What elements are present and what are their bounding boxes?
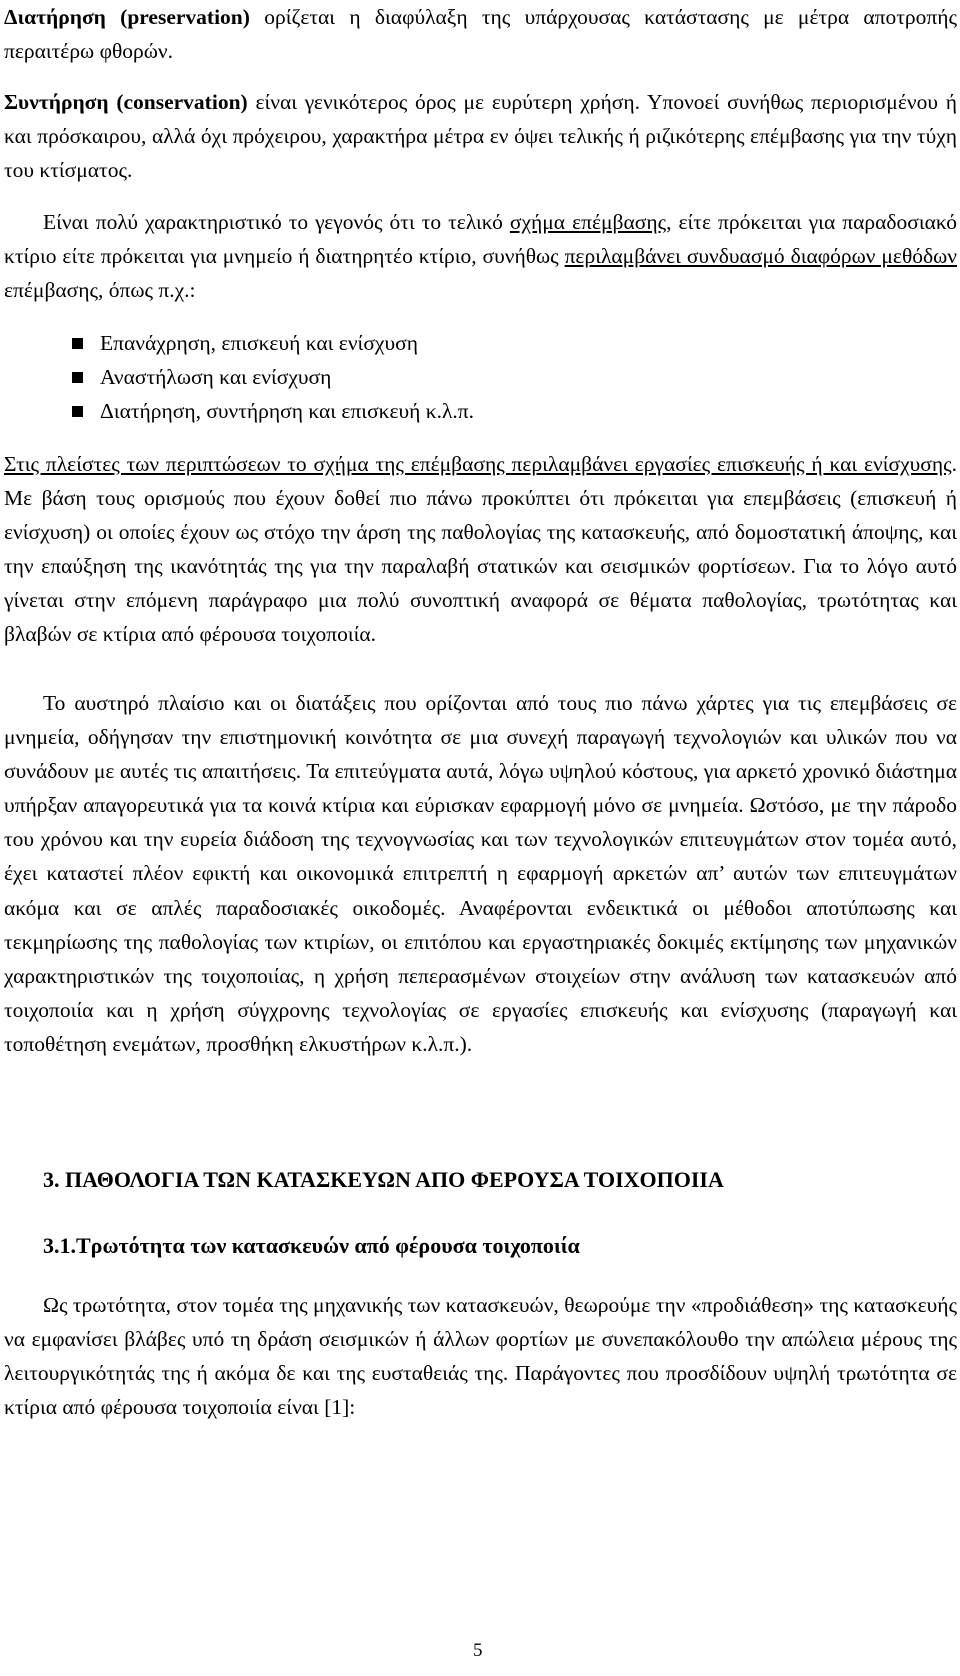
underlined-phrase: σχήμα επέμβασης (509, 210, 667, 234)
page-number: 5 (473, 1640, 483, 1661)
square-bullet-icon (72, 406, 83, 417)
square-bullet-icon (72, 338, 83, 349)
text-segment: επέμβασης, όπως π.χ.: (4, 278, 196, 303)
list-item (72, 326, 474, 360)
term-preservation: Διατήρηση (preservation) (4, 5, 250, 29)
conservation-definition: είναι γενικότερος όρος με ευρύτερη χρήση. Υπονοεί συνήθως περιορισμένου ή και πρόσκαιρου, αλλά όχι πρόχειρου, χαρακτήρα μέτρα εν όψει τελικής ή ριζικότερης επέμβασης για την τύχη του κτίσματος. (4, 90, 957, 183)
list-item-text: Επανάχρηση, επισκευή και ενίσχυση (100, 331, 418, 355)
underlined-phrase: Στις πλείστες των περιπτώσεων το σχήμα της επέμβασης περιλαμβάνει εργασίες επισκευής ή και ενίσχυσης (4, 452, 952, 476)
methods-bullet-list (72, 326, 474, 428)
list-item-text: Διατήρηση, συντήρηση και επισκευή κ.λ.π. (100, 399, 475, 424)
paragraph-preservation (4, 0, 957, 68)
term-conservation: Συντήρηση (conservation) (4, 90, 248, 114)
paragraph-conservation (4, 85, 957, 187)
text-segment: . Με βάση τους ορισμούς που έχουν δοθεί πιο πάνω προκύπτει ότι πρόκειται για επεμβάσεις (επισκευή ή ενίσχυση) οι οποίες έχουν ως στόχο την άρση της παθολογίας της κατασκευής, από δομοστατική άποψης, και την επαύξηση της ικανότητάς της για την παραλαβή στατικών και σεισμικών φορτίσεων. Για το λόγο αυτό γίνεται στην επόμενη παράγραφο μια πολύ συνοπτική αναφορά σε θέματα παθολογίας, τρωτότητας και βλαβών σε κτίρια από φέρουσα τοιχοποιία. (4, 452, 957, 647)
paragraph-technologies: Το αυστηρό πλαίσιο και οι διατάξεις που ορίζονται από τους πιο πάνω χάρτες για τις επεμβάσεις σε μνημεία, οδήγησαν την επιστημονική κοινότητα σε μια συνεχή παραγωγή τεχνολογιών και υλικών που να συνάδουν με αυτές τις απαιτήσεις. Τα επιτεύγματα αυτά, λόγω υψηλού κόστους, για αρκετό χρονικό διάστημα υπήρξαν απαγορευτικά για τα κοινά κτίρια και εύρισκαν εφαρμογή μόνο σε μνημεία. Ωστόσο, με την πάροδο του χρόνου και την ευρεία διάδοση της τεχνογνωσίας και των τεχνολογικών επιτευγμάτων στον τομέα αυτό, έχει καταστεί πλέον εφικτή και οικονομικά επιτρεπτή η εφαρμογή αρκετών απ’ αυτών των επιτευγμάτων ακόμα και σε απλές παραδοσιακές οικοδομές. Αναφέρονται ενδεικτικά οι μέθοδοι αποτύπωσης και τεκμηρίωσης της παθολογίας των κτιρίων, οι επιτόπου και εργαστηριακές δοκιμές εκτίμησης των μηχανικών χαρακτηριστικών της τοιχοποιίας, η χρήση πεπερασμένων στοιχείων στην ανάλυση των κατασκευών από τοιχοποιία και η χρήση σύγχρονης τεχνολογίας σε εργασίες επισκευής και ενίσχυσης (παραγωγή και τοποθέτηση ενεμάτων, προσθήκη ελκυστήρων κ.λ.π.). (4, 691, 957, 1056)
list-item (72, 360, 474, 394)
list-item-text: Αναστήλωση και ενίσχυση (100, 365, 332, 390)
subsection-heading: 3.1.Τρωτότητα των κατασκευών από φέρουσα τοιχοποιία (43, 1233, 580, 1258)
section-heading: 3. ΠΑΘΟΛΟΓΙΑ ΤΩΝ ΚΑΤΑΣΚΕΥΩΝ ΑΠΟ ΦΕΡΟΥΣΑ ΤΟΙΧΟΠΟΙΙΑ (43, 1167, 724, 1192)
paragraph-intervention-scheme (4, 205, 957, 307)
paragraph-vulnerability: Ως τρωτότητα, στον τομέα της μηχανικής των κατασκευών, θεωρούμε την «προδιάθεση» της κατασκευής να εμφανίσει βλάβες υπό τη δράση σεισμικών ή άλλων φορτίων με συνεπακόλουθο την απώλεια μέρους της λειτουργικότητάς της ή ακόμα δε και της ευσταθειάς της. Παράγοντες που προσδίδουν υψηλή τρωτότητα σε κτίρια από φέρουσα τοιχοποιία είναι [1]: (4, 1293, 957, 1420)
preservation-definition: ορίζεται η διαφύλαξη της υπάρχουσας κατάστασης με μέτρα αποτροπής περαιτέρω φθορών. (4, 5, 957, 64)
paragraph-repair-strengthening (4, 447, 957, 652)
text-segment: , είτε πρόκειται για παραδοσιακό κτίριο είτε πρόκειται για μνημείο ή διατηρητέο κτίριο, συνήθως (4, 210, 957, 269)
text-segment: Είναι πολύ χαρακτηριστικό το γεγονός ότι το τελικό (43, 210, 510, 234)
underlined-phrase: περιλαμβάνει συνδυασμό διαφόρων μεθόδων (564, 244, 958, 269)
list-item (72, 394, 474, 428)
square-bullet-icon (72, 372, 83, 383)
